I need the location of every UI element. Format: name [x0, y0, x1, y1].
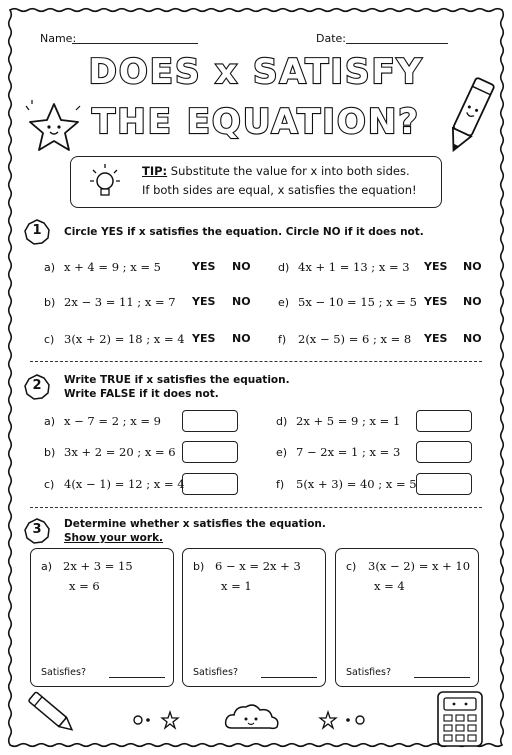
question-equation: 6 − x = 2x + 3	[215, 559, 301, 573]
question-label: c)	[346, 560, 357, 573]
pencil-character-icon	[440, 70, 500, 160]
x-value: x = 6	[69, 579, 100, 593]
question-item	[44, 414, 161, 428]
question-label: b)	[193, 560, 205, 573]
question-equation: 4x + 1 = 13 ; x = 3	[298, 260, 410, 274]
name-label: Name:	[40, 32, 77, 45]
answer-box[interactable]	[416, 441, 472, 463]
question-label: d)	[276, 415, 288, 428]
circles-stars-icon	[130, 708, 190, 732]
work-question	[41, 559, 133, 573]
question-equation: x + 4 = 9 ; x = 5	[64, 260, 161, 274]
question-label: a)	[44, 415, 56, 428]
question-item	[44, 295, 176, 309]
question-item	[276, 414, 400, 428]
yes-option[interactable]: YES	[424, 295, 448, 308]
tip-line-1	[142, 163, 410, 180]
no-option[interactable]: NO	[232, 295, 251, 308]
yes-option[interactable]: YES	[192, 260, 216, 273]
no-option[interactable]: NO	[232, 332, 251, 345]
question-equation: 2(x − 5) = 6 ; x = 8	[298, 332, 412, 346]
answer-box[interactable]	[416, 410, 472, 432]
star-icon	[24, 96, 84, 152]
question-label: a)	[44, 261, 56, 274]
answer-box[interactable]	[182, 473, 238, 495]
question-equation: 3(x − 2) = x + 10	[368, 559, 471, 573]
yes-option[interactable]: YES	[424, 260, 448, 273]
question-label: f)	[278, 333, 287, 346]
question-label: d)	[278, 261, 290, 274]
tip-label: TIP:	[142, 164, 168, 178]
question-item	[44, 260, 161, 274]
yes-option[interactable]: YES	[424, 332, 448, 345]
question-equation: 5x − 10 = 15 ; x = 5	[298, 295, 417, 309]
question-item	[278, 295, 417, 309]
divider	[30, 361, 482, 362]
section-3-instruction-2: Show your work.	[64, 532, 164, 544]
satisfies-label: Satisfies?	[346, 667, 391, 678]
question-item	[44, 445, 176, 459]
question-item	[278, 332, 411, 346]
question-equation: 2x + 3 = 15	[63, 559, 133, 573]
no-option[interactable]: NO	[463, 295, 482, 308]
satisfies-answer-line[interactable]	[109, 677, 165, 678]
section-2-number: 2	[32, 378, 42, 393]
question-equation: 2x − 3 = 11 ; x = 7	[64, 295, 176, 309]
question-item	[278, 260, 410, 274]
work-question	[346, 559, 470, 573]
satisfies-label: Satisfies?	[193, 667, 238, 678]
section-2-instruction-2: Write FALSE if it does not.	[64, 388, 219, 400]
section-3-instruction-1: Determine whether x satisfies the equation.	[64, 518, 326, 530]
answer-box[interactable]	[416, 473, 472, 495]
section-1-number: 1	[32, 223, 42, 238]
calculator-icon	[432, 688, 488, 748]
yes-option[interactable]: YES	[192, 332, 216, 345]
work-box[interactable]	[335, 548, 479, 687]
section-1-instruction: Circle YES if x satisfies the equation. Circle NO if it does not.	[64, 226, 424, 238]
question-label: b)	[44, 446, 56, 459]
no-option[interactable]: NO	[463, 332, 482, 345]
date-label: Date:	[316, 32, 346, 45]
question-label: f)	[276, 478, 285, 491]
question-label: e)	[276, 446, 288, 459]
name-field[interactable]	[72, 43, 198, 44]
question-item	[276, 477, 417, 491]
question-label: a)	[41, 560, 53, 573]
answer-box[interactable]	[182, 410, 238, 432]
question-equation: 4(x − 1) = 12 ; x = 4	[64, 477, 185, 491]
question-equation: 3(x + 2) = 18 ; x = 4	[64, 332, 185, 346]
work-box[interactable]	[30, 548, 174, 687]
yes-option[interactable]: YES	[192, 295, 216, 308]
star-circles-icon	[316, 708, 376, 732]
title-line-1: DOES x SATISFY	[88, 52, 424, 92]
question-label: c)	[44, 478, 55, 491]
no-option[interactable]: NO	[232, 260, 251, 273]
work-question	[193, 559, 301, 573]
satisfies-answer-line[interactable]	[414, 677, 470, 678]
date-field[interactable]	[346, 43, 448, 44]
section-2-badge	[24, 374, 50, 400]
question-label: e)	[278, 296, 290, 309]
section-1-badge	[24, 219, 50, 245]
answer-box[interactable]	[182, 441, 238, 463]
question-item	[44, 332, 185, 346]
question-equation: 7 − 2x = 1 ; x = 3	[296, 445, 401, 459]
question-equation: 2x + 5 = 9 ; x = 1	[296, 414, 401, 428]
divider	[30, 507, 482, 508]
title-line-2: THE EQUATION?	[92, 102, 420, 142]
question-label: b)	[44, 296, 56, 309]
section-3-badge	[24, 518, 50, 544]
tip-line-2: If both sides are equal, x satisfies the equation!	[142, 183, 417, 197]
question-equation: 5(x + 3) = 40 ; x = 5	[296, 477, 417, 491]
question-equation: 3x + 2 = 20 ; x = 6	[64, 445, 176, 459]
cloud-icon	[222, 700, 282, 736]
question-label: c)	[44, 333, 55, 346]
pencil-icon	[22, 690, 82, 736]
x-value: x = 1	[221, 579, 252, 593]
satisfies-label: Satisfies?	[41, 667, 86, 678]
lightbulb-icon	[88, 161, 122, 201]
no-option[interactable]: NO	[463, 260, 482, 273]
section-3-number: 3	[32, 522, 42, 537]
question-item	[276, 445, 400, 459]
work-box[interactable]	[182, 548, 326, 687]
tip-text-1: Substitute the value for x into both sides.	[167, 164, 410, 178]
section-2-instruction-1: Write TRUE if x satisfies the equation.	[64, 374, 290, 386]
satisfies-answer-line[interactable]	[261, 677, 317, 678]
question-item	[44, 477, 185, 491]
question-equation: x − 7 = 2 ; x = 9	[64, 414, 161, 428]
x-value: x = 4	[374, 579, 405, 593]
